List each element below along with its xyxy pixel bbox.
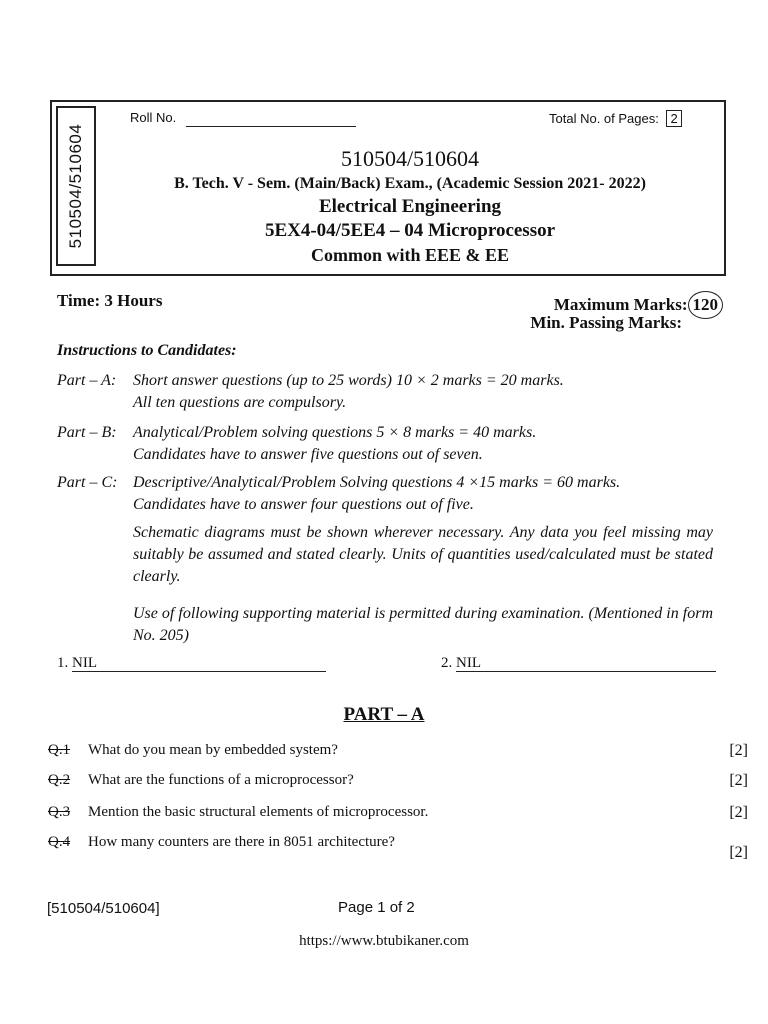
- maximum-marks-label: Maximum Marks:: [553, 295, 688, 314]
- part-c-instruction: [57, 472, 717, 516]
- common-with: Common with EEE & EE: [310, 245, 510, 265]
- part-c-label: Part – C:: [57, 474, 118, 491]
- part-c-line2: Candidates have to answer four questions out of five.: [133, 496, 474, 513]
- footer-code: [510504/510604]: [47, 900, 160, 917]
- material-1: 1. NIL: [57, 655, 97, 671]
- branch-title: Electrical Engineering: [318, 196, 502, 217]
- question-number: Q.1: [48, 742, 71, 758]
- schematic-note: Schematic diagrams must be shown wherever necessary. Any data you feel missing may suitably be assumed and stated clearly. Units of quantities used/calculated must be stated clearly.: [133, 524, 713, 585]
- question-number: Q.2: [48, 772, 71, 788]
- total-pages: [549, 110, 682, 127]
- question-number: Q.4: [48, 834, 71, 850]
- question-1: [48, 742, 748, 759]
- min-passing-marks: Min. Passing Marks:: [530, 313, 682, 332]
- maximum-marks-value: 120: [688, 291, 724, 319]
- exam-time: Time: 3 Hours: [57, 291, 163, 310]
- question-number: Q.3: [48, 804, 71, 820]
- question-marks: [2]: [729, 772, 748, 789]
- question-4: [48, 834, 748, 861]
- question-marks: [2]: [729, 804, 748, 821]
- part-b-line1: Analytical/Problem solving questions 5 × 8 marks = 40 marks.: [133, 424, 537, 441]
- part-a-line2: All ten questions are compulsory.: [133, 394, 347, 411]
- total-pages-label: Total No. of Pages:: [549, 111, 659, 126]
- question-3: [48, 804, 748, 821]
- material-2-line: [456, 671, 716, 672]
- supporting-material-note: Use of following supporting material is permitted during examination. (Mentioned in form No. 205): [133, 605, 713, 644]
- footer-page: Page 1 of 2: [338, 899, 415, 916]
- question-text: Mention the basic structural elements of microprocessor.: [88, 804, 429, 820]
- side-code-box: [56, 106, 96, 266]
- question-text: What are the functions of a microprocessor?: [88, 772, 354, 788]
- paper-code: 510504/510604: [340, 146, 480, 171]
- instructions-title: Instructions to Candidates:: [57, 342, 237, 359]
- exam-line: B. Tech. V - Sem. (Main/Back) Exam., (Academic Session 2021- 2022): [174, 175, 646, 192]
- part-b-instruction: [57, 422, 717, 466]
- roll-number-label: Roll No.: [130, 110, 177, 125]
- material-2: 2. NIL: [441, 655, 481, 671]
- part-b-label: Part – B:: [57, 424, 117, 441]
- material-1-line: [72, 671, 326, 672]
- part-b-line2: Candidates have to answer five questions out of seven.: [133, 446, 483, 463]
- question-marks: [2]: [729, 844, 748, 861]
- total-pages-value: 2: [666, 110, 681, 127]
- roll-number-line: [186, 126, 356, 127]
- question-marks: [2]: [729, 742, 748, 759]
- part-a-heading: PART – A: [343, 704, 425, 725]
- part-c-line1: Descriptive/Analytical/Problem Solving questions 4 ×15 marks = 60 marks.: [133, 474, 621, 491]
- part-a-label: Part – A:: [57, 372, 117, 389]
- side-code: 510504/510604: [66, 123, 85, 249]
- question-2: [48, 772, 748, 789]
- question-text: How many counters are there in 8051 architecture?: [88, 834, 395, 850]
- footer-url: https://www.btubikaner.com: [299, 933, 469, 949]
- part-a-line1: Short answer questions (up to 25 words) 10 × 2 marks = 20 marks.: [133, 372, 564, 389]
- part-a-instruction: [57, 370, 717, 414]
- subject-title: 5EX4-04/5EE4 – 04 Microprocessor: [264, 220, 556, 241]
- question-text: What do you mean by embedded system?: [88, 742, 338, 758]
